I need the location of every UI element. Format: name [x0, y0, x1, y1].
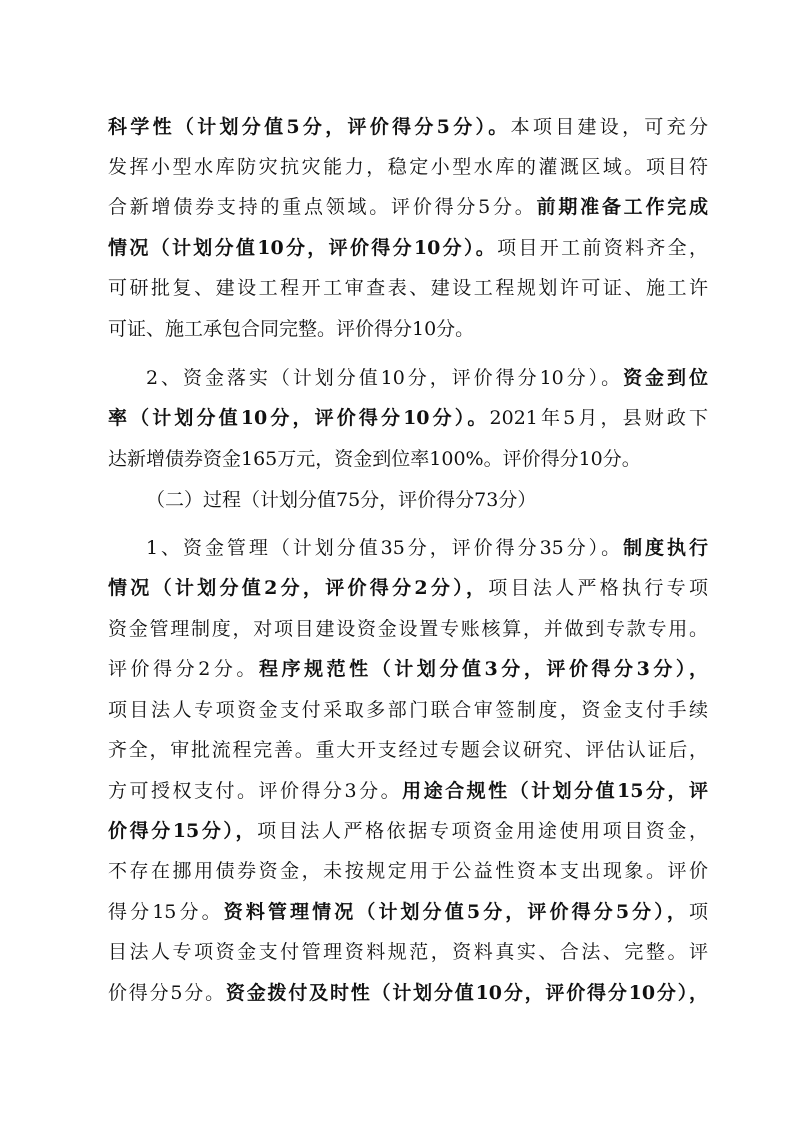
section-heading-funding: 2、资金落实（计划分值10分，评价得分10分）。资金到位 [146, 367, 708, 389]
paragraph-line-9: 达新增债券资金165万元，资金到位率100%。评价得分10分。 [108, 448, 641, 470]
paragraph-line-1: 科学性（计划分值5分，评价得分5分）。本项目建设，可充分 [108, 116, 708, 138]
paragraph-line-20: 得分15分。资料管理情况（计划分值5分，评价得分5分），项 [108, 901, 708, 923]
paragraph-line-13: 资金管理制度，对项目建设资金设置专账核算，并做到专款专用。 [108, 618, 708, 640]
paragraph-line-6: 可证、施工承包合同完整。评价得分10分。 [108, 318, 475, 340]
paragraph-line-3: 合新增债券支持的重点领域。评价得分5分。前期准备工作完成 [108, 196, 708, 218]
paragraph-line-17: 方可授权支付。评价得分3分。用途合规性（计划分值15分，评 [108, 780, 708, 802]
paragraph-line-22: 价得分5分。资金拨付及时性（计划分值10分，评价得分10分）， [108, 982, 708, 1004]
paragraph-line-16: 齐全，审批流程完善。重大开支经过专题会议研究、评估认证后， [108, 739, 708, 761]
paragraph-line-19: 不存在挪用债券资金，未按规定用于公益性资本支出现象。评价 [108, 860, 708, 882]
paragraph-line-2: 发挥小型水库防灾抗灾能力，稳定小型水库的灌溉区域。项目符 [108, 156, 708, 178]
paragraph-line-15: 项目法人专项资金支付采取多部门联合审签制度，资金支付手续 [108, 699, 708, 721]
paragraph-line-12: 情况（计划分值2分，评价得分2分），项目法人严格执行专项 [108, 577, 708, 599]
paragraph-line-8: 率（计划分值10分，评价得分10分）。2021年5月，县财政下 [108, 407, 708, 429]
section-heading-process: （二）过程（计划分值75分，评价得分73分） [146, 489, 537, 511]
paragraph-line-14: 评价得分2分。程序规范性（计划分值3分，评价得分3分）， [108, 658, 708, 680]
paragraph-line-21: 目法人专项资金支付管理资料规范，资料真实、合法、完整。评 [108, 941, 708, 963]
paragraph-line-4: 情况（计划分值10分，评价得分10分）。项目开工前资料齐全， [108, 237, 708, 259]
paragraph-line-18: 价得分15分），项目法人严格依据专项资金用途使用项目资金， [108, 820, 708, 842]
paragraph-line-5: 可研批复、建设工程开工审查表、建设工程规划许可证、施工许 [108, 277, 708, 299]
section-heading-fund-management: 1、资金管理（计划分值35分，评价得分35分）。制度执行 [146, 537, 708, 559]
